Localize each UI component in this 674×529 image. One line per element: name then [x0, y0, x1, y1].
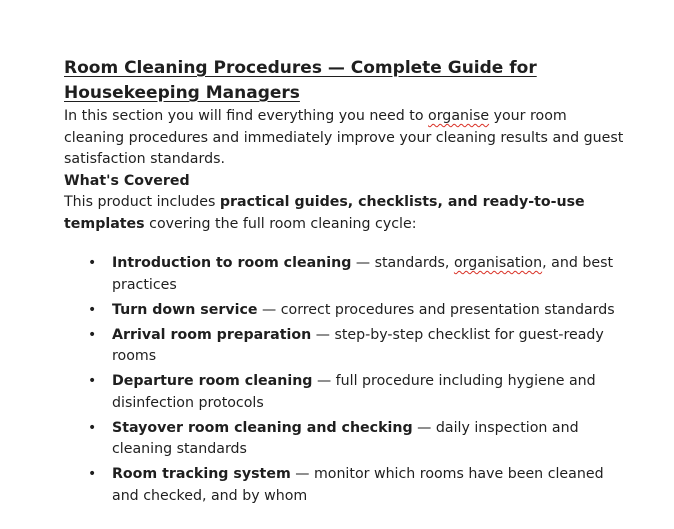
includes-bold-text: practical guides, checklists, and ready-to-use templates — [64, 194, 585, 232]
spellcheck-flagged-word[interactable]: organisation — [453, 255, 543, 271]
list-item-title: Arrival room preparation — [112, 326, 312, 343]
list-item — [64, 464, 626, 507]
list-item — [64, 300, 626, 322]
bullet-icon: • — [88, 255, 97, 271]
intro-text-end: your room cleaning procedures and immediately improve your cleaning results and guest satisfaction standards. — [64, 108, 624, 167]
includes-text-start: This product includes — [64, 194, 220, 210]
list-item-title: Turn down service — [112, 301, 258, 318]
includes-text-end: covering the full room cleaning cycle: — [144, 215, 417, 232]
list-item-title: Departure room cleaning — [112, 373, 313, 389]
intro-paragraph — [64, 106, 626, 171]
list-item-text-end: , and best practices — [112, 255, 614, 293]
list-item-text: — full procedure including hygiene and disinfection protocols — [112, 373, 596, 411]
list-item-title: Room tracking system — [112, 466, 291, 482]
list-item — [64, 325, 626, 368]
list-item-text: — standards, — [351, 255, 454, 271]
bullet-icon: • — [88, 373, 97, 389]
document-title: Room Cleaning Procedures — Complete Guide for Housekeeping Managers — [64, 58, 537, 103]
bullet-icon: • — [88, 301, 97, 318]
list-item-title: Introduction to room cleaning — [112, 255, 352, 271]
list-item-text: — step-by-step checklist for guest-ready rooms — [112, 326, 604, 364]
list-item — [64, 253, 626, 296]
list-item — [64, 371, 626, 414]
includes-paragraph — [64, 192, 626, 235]
section-heading-whats-covered: What's Covered — [64, 172, 190, 189]
list-item-text: — daily inspection and cleaning standards — [112, 419, 579, 457]
bullet-icon: • — [88, 419, 97, 436]
intro-text-start: In this section you will find everything you need to — [64, 108, 429, 124]
coverage-list — [64, 253, 626, 507]
list-item-text: — monitor which rooms have been cleaned and checked, and by whom — [112, 466, 604, 504]
list-item — [64, 418, 626, 461]
document-body — [64, 56, 626, 511]
list-item-title: Stayover room cleaning and checking — [112, 419, 413, 436]
spellcheck-flagged-word[interactable]: organise — [428, 108, 490, 124]
list-item-text: — correct procedures and presentation standards — [257, 301, 615, 318]
bullet-icon: • — [88, 466, 97, 482]
bullet-icon: • — [88, 326, 97, 343]
